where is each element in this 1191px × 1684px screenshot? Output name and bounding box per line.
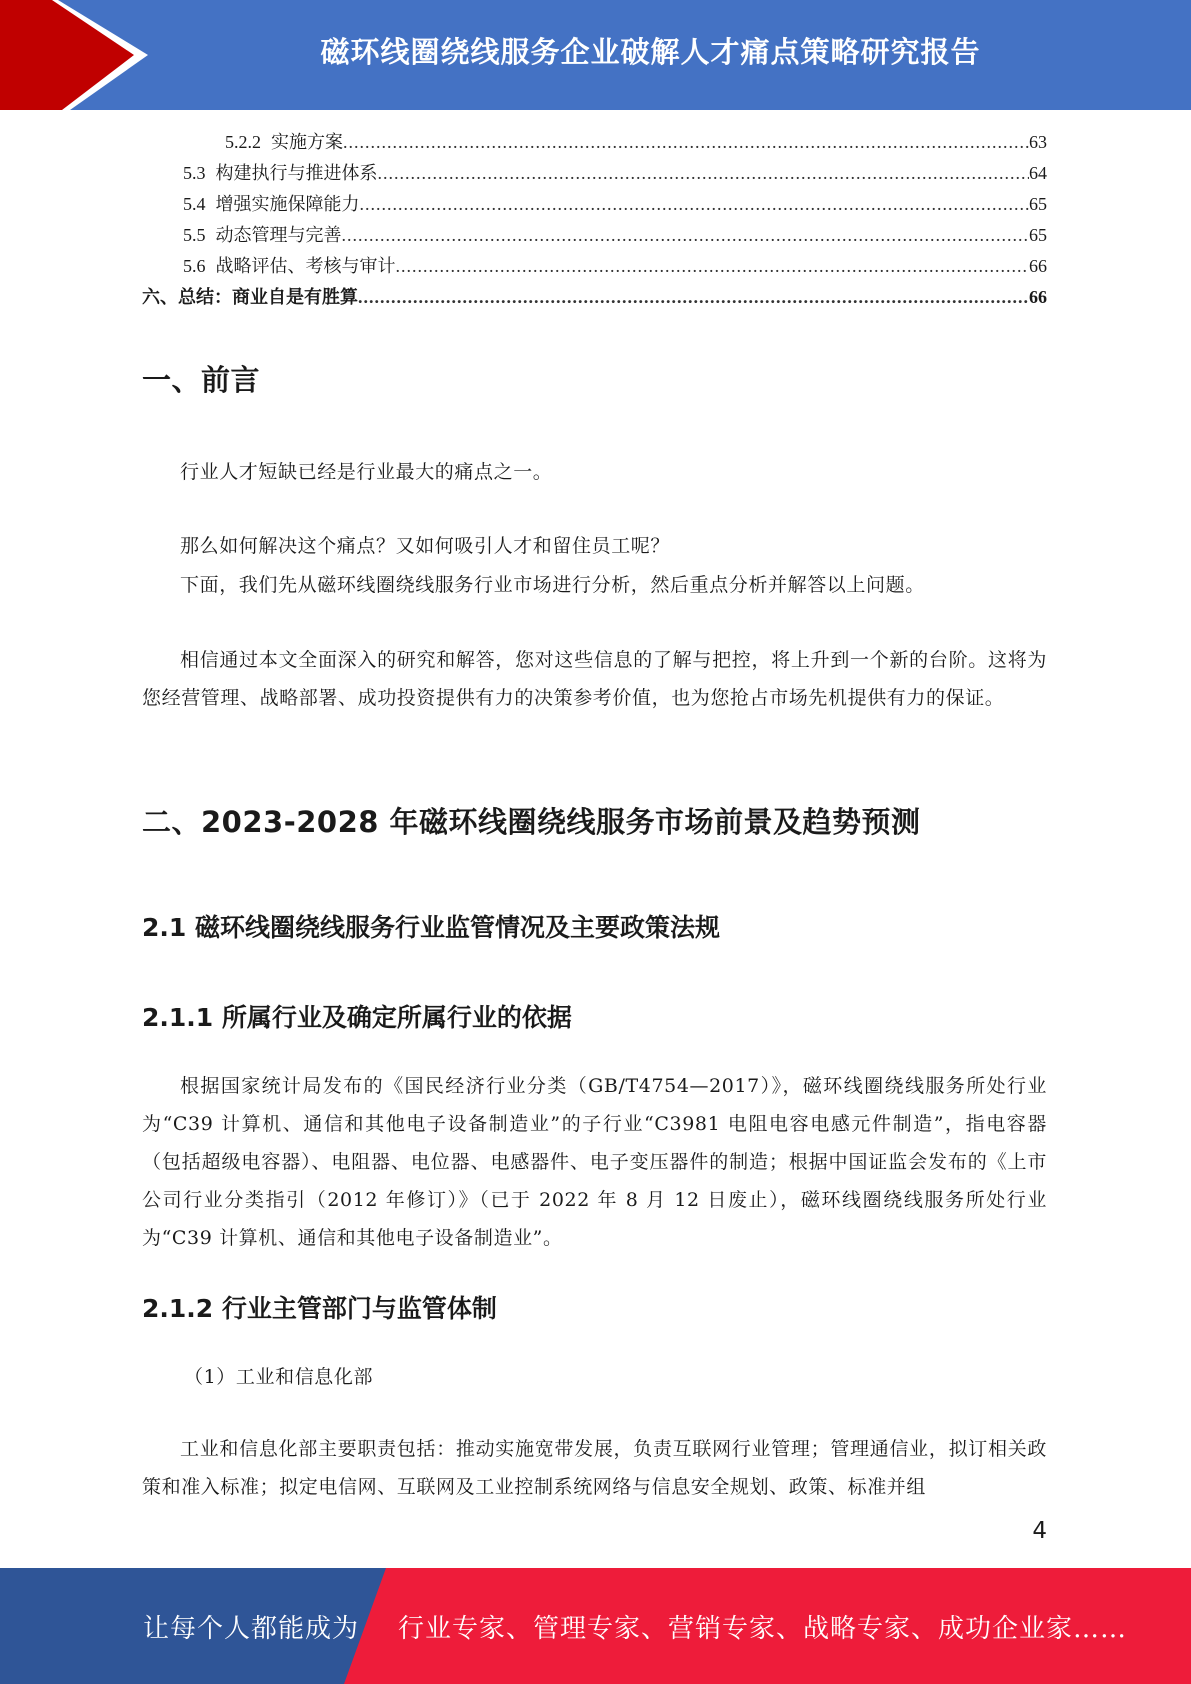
toc-leader [343, 132, 1029, 153]
toc-text: 战略评估、考核与审计 [215, 256, 396, 276]
toc-text: 增强实施保障能力 [215, 194, 360, 214]
header-chevron-icon [0, 0, 160, 110]
toc-entry[interactable] [142, 159, 1047, 190]
list-item-label: （1）工业和信息化部 [184, 1366, 374, 1388]
toc-page: 65 [1029, 194, 1047, 214]
toc-entry[interactable] [142, 283, 1047, 314]
toc-page: 66 [1029, 256, 1047, 276]
toc-text: 构建执行与推进体系 [215, 163, 378, 183]
subsubsection-heading: 2.1.1 所属行业及确定所属行业的依据 [142, 1003, 572, 1032]
toc-page: 66 [1029, 287, 1047, 307]
toc-number: 5.6 [183, 256, 206, 276]
toc-page: 65 [1029, 225, 1047, 245]
footer-slogan-right: 行业专家、管理专家、营销专家、战略专家、成功企业家…… [398, 1613, 1128, 1644]
toc-number: 5.4 [183, 194, 206, 214]
toc-entry[interactable] [142, 190, 1047, 221]
page-footer [0, 1568, 1191, 1684]
toc-entry[interactable] [142, 128, 1047, 159]
toc-page: 63 [1029, 132, 1047, 152]
paragraph: 工业和信息化部主要职责包括：推动实施宽带发展，负责互联网行业管理；管理通信业，拟订相关政策和准入标准；拟定电信网、互联网及工业控制系统网络与信息安全规划、政策、标准并组 [142, 1438, 1047, 1498]
section-heading-market-outlook: 二、2023-2028 年磁环线圈绕线服务市场前景及趋势预测 [142, 805, 921, 839]
toc-entry[interactable] [142, 221, 1047, 252]
toc-leader [396, 256, 1030, 277]
page-number: 4 [1032, 1518, 1047, 1544]
subsection-heading: 2.1 磁环线圈绕线服务行业监管情况及主要政策法规 [142, 913, 720, 942]
footer-slogan-left: 让每个人都能成为 [143, 1613, 360, 1644]
subsubsection-heading: 2.1.2 行业主管部门与监管体制 [142, 1294, 497, 1323]
paragraph: 下面，我们先从磁环线圈绕线服务行业市场进行分析，然后重点分析并解答以上问题。 [180, 574, 925, 596]
report-title: 磁环线圈绕线服务企业破解人才痛点策略研究报告 [320, 34, 981, 69]
toc-number: 5.5 [183, 225, 206, 245]
toc-leader [342, 225, 1030, 246]
paragraph: 行业人才短缺已经是行业最大的痛点之一。 [180, 461, 553, 483]
paragraph: 根据国家统计局发布的《国民经济行业分类（GB/T4754—2017）》，磁环线圈绕线服务所处行业为“C39 计算机、通信和其他电子设备制造业”的子行业“C3981 电阻电容电感元件制造”，指电容器（包括超级电容器）、电阻器、电位器、电感器件、电子变压器件的制造；根据中国证监会发布的《上市公司行业分类指引（2012 年修订）》（已于 2022 年 8 月 12 日废止），磁环线圈绕线服务所处行业为“C39 计算机、通信和其他电子设备制造业”。 [142, 1075, 1047, 1249]
toc-text: 六、总结：商业自是有胜算 [142, 287, 358, 307]
toc-leader [360, 194, 1030, 215]
table-of-contents [142, 128, 1047, 314]
toc-leader [358, 287, 1029, 308]
paragraph: 相信通过本文全面深入的研究和解答，您对这些信息的了解与把控，将上升到一个新的台阶。这将为您经营管理、战略部署、成功投资提供有力的决策参考价值，也为您抢占市场先机提供有力的保证。 [142, 649, 1047, 709]
toc-number: 5.2.2 [225, 132, 261, 152]
page-header [0, 0, 1191, 110]
section-heading-preface: 一、前言 [142, 363, 261, 397]
toc-entry[interactable] [142, 252, 1047, 283]
paragraph: 那么如何解决这个痛点？又如何吸引人才和留住员工呢？ [180, 535, 671, 557]
toc-leader [378, 163, 1030, 184]
toc-text: 动态管理与完善 [215, 225, 342, 245]
toc-text: 实施方案 [271, 132, 343, 152]
toc-number: 5.3 [183, 163, 206, 183]
toc-page: 64 [1029, 163, 1047, 183]
